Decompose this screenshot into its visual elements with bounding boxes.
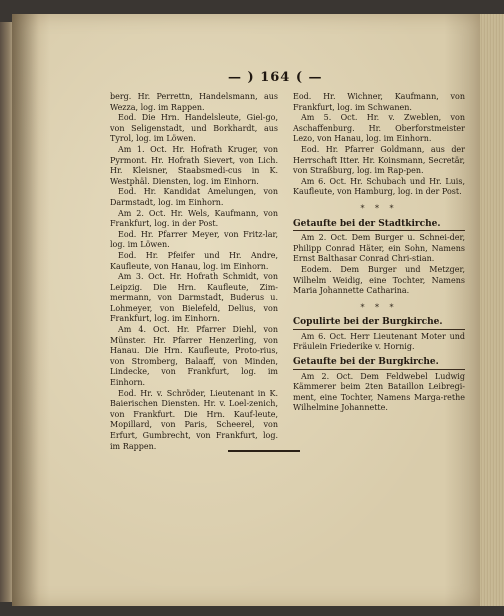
- ornament-stars-2: * * *: [360, 302, 398, 312]
- section-heading-burgkirche: Getaufte bei der Burgkirche.: [293, 357, 465, 370]
- baptism-entry: Am 2. Oct. Dem Burger u. Schnei-der, Philipp Conrad Häter, ein Sohn, Namens Ernst Balthasar Conrad Chri-stian.: [293, 233, 465, 264]
- section-copulirte-entries: [293, 332, 465, 353]
- ornament-stars: * * *: [360, 203, 398, 213]
- arrival-entry: Eod. Hr. Pfarrer Goldmann, aus der Herrschaft Itter. Hr. Koinsmann, Secretär, von Straßburg, log. im Rap-pen.: [293, 144, 465, 176]
- section-stadtkirche-entries: [293, 233, 465, 297]
- baptism-entry: Am 2. Oct. Dem Feldwebel Ludwig Kämmerer beim 2ten Bataillon Leibregi-ment, eine Tochter, Namens Marga-rethe Wilhelmine Johannette.: [293, 371, 465, 413]
- section-heading-copulirte: Copulirte bei der Burgkirche.: [293, 317, 465, 330]
- arrival-entry: Am 3. Oct. Hr. Hofrath Schmidt, von Leipzig. Die Hrn. Kaufleute, Zim-mermann, von Darmstadt, Buderus u. Lohmeyer, von Bielefeld, Delius, von Frankfurt, log. im Einhorn.: [110, 272, 278, 324]
- right-column: [293, 92, 465, 414]
- arrival-entry: Am 4. Oct. Hr. Pfarrer Diehl, von Münster. Hr. Pfarrer Henzerling, von Hanau. Die Hrn. Kaufleute, Proto-rius, von Stromberg, Balaaff, von Minden, Lindecke, von Frankfurt, log. im Einhorn.: [110, 325, 278, 388]
- right-page-edges: [480, 14, 504, 606]
- arrival-entry: berg. Hr. Perrettn, Handelsmann, aus Wezza, log. im Rappen.: [110, 92, 278, 112]
- arrival-entry: Eod. Hr. Wichner, Kaufmann, von Frankfurt, log. im Schwanen.: [293, 92, 465, 112]
- page-gutter-shadow: [12, 14, 50, 606]
- page-number-header: — ) 164 ( —: [228, 70, 323, 85]
- section-heading-stadtkirche: Getaufte bei der Stadtkirche.: [293, 219, 465, 232]
- arrivals-list-continued: [293, 92, 465, 198]
- section-burgkirche-entries: [293, 372, 465, 414]
- arrival-entry: Am 2. Oct. Hr. Wels, Kaufmann, von Frankfurt, log. in der Post.: [110, 208, 278, 229]
- marriage-entry: Am 6. Oct. Herr Lieutenant Moter und Fräulein Friederike v. Hornig.: [293, 331, 465, 352]
- baptism-entry: Eodem. Dem Burger und Metzger, Wilhelm Weidig, eine Tochter, Namens Maria Johannette Catharina.: [293, 264, 465, 296]
- arrival-entry: Eod. Hr. v. Schröder, Lieutenant in K. Baierischen Diensten. Hr. v. Loel-zenich, von Frankfurt. Die Hrn. Kauf-leute, Mopillard, von Paris, Scheerel, von Erfurt, Gumbrecht, von Frankfurt, log. im Rappen.: [110, 388, 278, 451]
- arrival-entry: Eod. Hr. Pfarrer Meyer, von Fritz-lar, log. im Löwen.: [110, 229, 278, 250]
- end-rule: [228, 450, 300, 452]
- arrival-entry: Am 6. Oct. Hr. Schubach und Hr. Luis, Kaufleute, von Hamburg, log. in der Post.: [293, 176, 465, 197]
- arrival-entry: Am 5. Oct. Hr. v. Zweblen, von Aschaffenburg. Hr. Oberforstmeister Lezo, von Hanau, log. im Einhorn.: [293, 113, 465, 144]
- arrival-entry: Am 1. Oct. Hr. Hofrath Kruger, von Pyrmont. Hr. Hofrath Sievert, von Lich. Hr. Kleisner, Staabsmedi-cus in K. Westphäl. Diensten, log. im Einhorn.: [110, 144, 278, 186]
- arrival-entry: Eod. Die Hrn. Handelsleute, Giel-go, von Seligenstadt, und Borkhardt, aus Tyrol, log. im Löwen.: [110, 113, 278, 144]
- arrival-entry: Eod. Hr. Kandidat Amelungen, von Darmstadt, log. im Einhorn.: [110, 187, 278, 207]
- left-column: [110, 92, 278, 452]
- arrival-entry: Eod. Hr. Pfeifer und Hr. Andre, Kaufleute, von Hanau, log. im Einhorn.: [110, 250, 278, 271]
